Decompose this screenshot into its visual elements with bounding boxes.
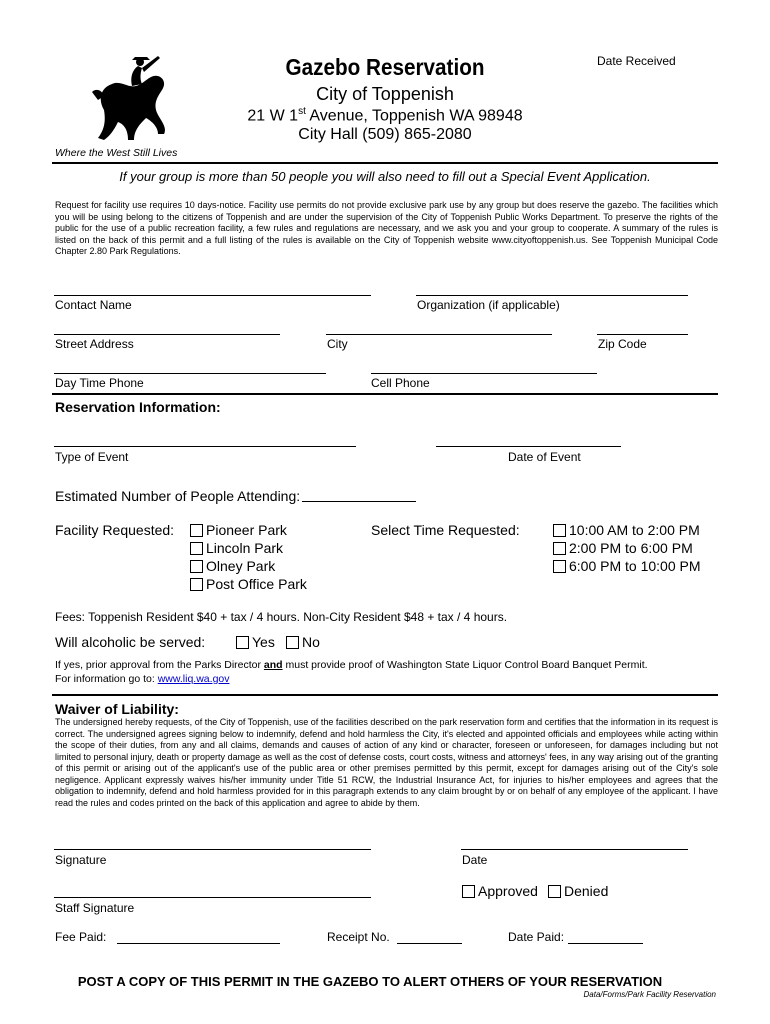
info-link-line [55, 673, 230, 685]
olney-park-label: Olney Park [206, 558, 276, 574]
date-of-event-label: Date of Event [508, 450, 581, 464]
address-part-1: 21 W 1 [247, 107, 299, 125]
city-field[interactable] [326, 334, 552, 335]
date-paid-field[interactable] [568, 943, 643, 944]
approved-label: Approved [478, 883, 538, 899]
fees-text: Fees: Toppenish Resident $40 + tax / 4 hours. Non-City Resident $48 + tax / 4 hours. [55, 610, 508, 624]
organization-field[interactable] [416, 295, 688, 296]
staff-signature-field[interactable] [54, 897, 371, 898]
time-requested-label: Select Time Requested: [371, 522, 520, 538]
receipt-number-label: Receipt No. [327, 930, 390, 944]
city-logo [84, 52, 184, 148]
address-part-2: Avenue, Toppenish WA 98948 [305, 107, 523, 125]
section-divider-reservation [52, 393, 718, 395]
time-option-3[interactable] [553, 557, 701, 575]
post-office-park-label: Post Office Park [206, 576, 307, 592]
receipt-number-field[interactable] [397, 943, 462, 944]
alcohol-yes-checkbox[interactable] [236, 636, 249, 649]
section-divider-waiver [52, 694, 718, 696]
special-event-notice: If your group is more than 50 people you will also need to fill out a Special Event Application. [119, 169, 651, 184]
alcohol-no-checkbox[interactable] [286, 636, 299, 649]
time-option-2-label: 2:00 PM to 6:00 PM [569, 540, 693, 556]
time-option-3-checkbox[interactable] [553, 560, 566, 573]
intro-paragraph: Request for facility use requires 10 days-notice. Facility use permits do not provide exclusive park use by any group but does reserve the gazebo. The facilities which you will be using belong to the citizens of Toppenish and are under the supervision of the City of Toppenish Public Works Department. To preserve the rights of the public for the use of a public recreation facility, a few rules and regulations are necessary, and we ask you and your group to cooperate. A summary of the rules is listed on the back of this permit and a full listing of the rules is available on the City of Toppenish website www.cityoftoppenish.us. See Toppenish Municipal Code Chapter 2.80 Park Regulations. [55, 200, 718, 256]
header-divider [52, 162, 718, 164]
date-paid-label: Date Paid: [508, 930, 565, 944]
facility-option-pioneer-park[interactable] [190, 521, 287, 539]
time-option-1-label: 10:00 AM to 2:00 PM [569, 522, 700, 538]
zip-code-label: Zip Code [598, 337, 647, 351]
approved-option[interactable] [462, 882, 538, 900]
type-of-event-field[interactable] [54, 446, 356, 447]
pioneer-park-checkbox[interactable] [190, 524, 203, 537]
lincoln-park-label: Lincoln Park [206, 540, 284, 556]
denied-label: Denied [564, 883, 609, 899]
date-received-label: Date Received [597, 54, 676, 68]
facility-option-post-office-park[interactable] [190, 575, 307, 593]
time-option-1[interactable] [553, 521, 700, 539]
cell-phone-field[interactable] [371, 373, 597, 374]
info-prefix: For information go to: [55, 673, 158, 685]
alcohol-approval-note [55, 659, 648, 671]
time-option-1-checkbox[interactable] [553, 524, 566, 537]
lincoln-park-checkbox[interactable] [190, 542, 203, 555]
signature-date-label: Date [462, 853, 488, 867]
alcohol-question: Will alcoholic be served: [55, 634, 206, 650]
denied-option[interactable] [548, 882, 608, 900]
organization-label: Organization (if applicable) [417, 298, 560, 312]
time-option-2-checkbox[interactable] [553, 542, 566, 555]
staff-signature-label: Staff Signature [55, 901, 135, 915]
denied-checkbox[interactable] [548, 885, 561, 898]
type-of-event-label: Type of Event [55, 450, 129, 464]
waiver-heading: Waiver of Liability: [55, 701, 179, 717]
document-path: Data/Forms/Park Facility Reservation [583, 990, 716, 999]
alcohol-no-label: No [302, 634, 320, 650]
alcohol-yes-label: Yes [252, 634, 275, 650]
alcohol-yes-option[interactable] [236, 633, 275, 651]
post-office-park-checkbox[interactable] [190, 578, 203, 591]
fee-paid-label: Fee Paid: [55, 930, 107, 944]
contact-name-label: Contact Name [55, 298, 132, 312]
alcohol-note-and: and [263, 659, 283, 671]
pioneer-park-label: Pioneer Park [206, 522, 287, 538]
logo-tagline: Where the West Still Lives [55, 147, 178, 159]
estimated-people-label: Estimated Number of People Attending: [55, 488, 301, 504]
city-address [200, 106, 570, 125]
fee-paid-field[interactable] [117, 943, 280, 944]
signature-date-field[interactable] [461, 849, 688, 850]
day-phone-field[interactable] [54, 373, 326, 374]
reservation-heading: Reservation Information: [55, 399, 221, 415]
city-name: City of Toppenish [316, 84, 454, 104]
time-option-3-label: 6:00 PM to 10:00 PM [569, 558, 701, 574]
cell-phone-label: Cell Phone [371, 376, 430, 390]
alcohol-no-option[interactable] [286, 633, 320, 651]
post-permit-notice: POST A COPY OF THIS PERMIT IN THE GAZEBO TO ALERT OTHERS OF YOUR RESERVATION [77, 974, 663, 989]
facility-requested-label: Facility Requested: [55, 522, 175, 538]
approved-checkbox[interactable] [462, 885, 475, 898]
city-label: City [327, 337, 348, 351]
city-phone: City Hall (509) 865-2080 [298, 126, 472, 143]
signature-label: Signature [55, 853, 107, 867]
facility-option-lincoln-park[interactable] [190, 539, 283, 557]
alcohol-note-part-1: If yes, prior approval from the Parks Director [55, 659, 264, 671]
contact-name-field[interactable] [54, 295, 371, 296]
zip-code-field[interactable] [597, 334, 688, 335]
form-title: Gazebo Reservation [285, 54, 485, 80]
estimated-people-field[interactable] [302, 501, 416, 502]
address-suffix: st [298, 106, 306, 117]
street-address-label: Street Address [55, 337, 134, 351]
street-address-field[interactable] [54, 334, 280, 335]
time-option-2[interactable] [553, 539, 693, 557]
liquor-board-link[interactable]: www.liq.wa.gov [157, 673, 230, 685]
alcohol-note-part-2: must provide proof of Washington State Liquor Control Board Banquet Permit. [282, 659, 648, 671]
olney-park-checkbox[interactable] [190, 560, 203, 573]
waiver-text: The undersigned hereby requests, of the City of Toppenish, use of the facilities described on the park reservation form and certifies that the information in its request is correct. The undersigned agrees signing below to indemnify, defend and hold harmless the City, it's elected and appointed officials and employees while acting within the scope of their duties, from any and all claims, demands and causes of action of any kind or character, foreseen or unforeseen, for damages including but not limited to personal injury, death or property damage as well as the cost of defense costs, court costs, witness and attorneys' fees, in any way arising out of the granting of this permit or arising out of the applicant's use of the public area or other premises permitted by this permit, except for damages arising out of the City's sole negligence. Applicant expressly waives his/her immunity under Title 51 RCW, the Industrial Insurance Act, for injuries to his/her employees and agrees that the obligation to indemnify, defend and hold harmless provided for in this paragraph extends to any claim brought by or on behalf of any employee of the applicant. I have read the rules and codes printed on the back of this application and agree to abide by them. [55, 717, 718, 808]
day-phone-label: Day Time Phone [55, 376, 144, 390]
date-of-event-field[interactable] [436, 446, 621, 447]
facility-option-olney-park[interactable] [190, 557, 275, 575]
signature-field[interactable] [54, 849, 371, 850]
